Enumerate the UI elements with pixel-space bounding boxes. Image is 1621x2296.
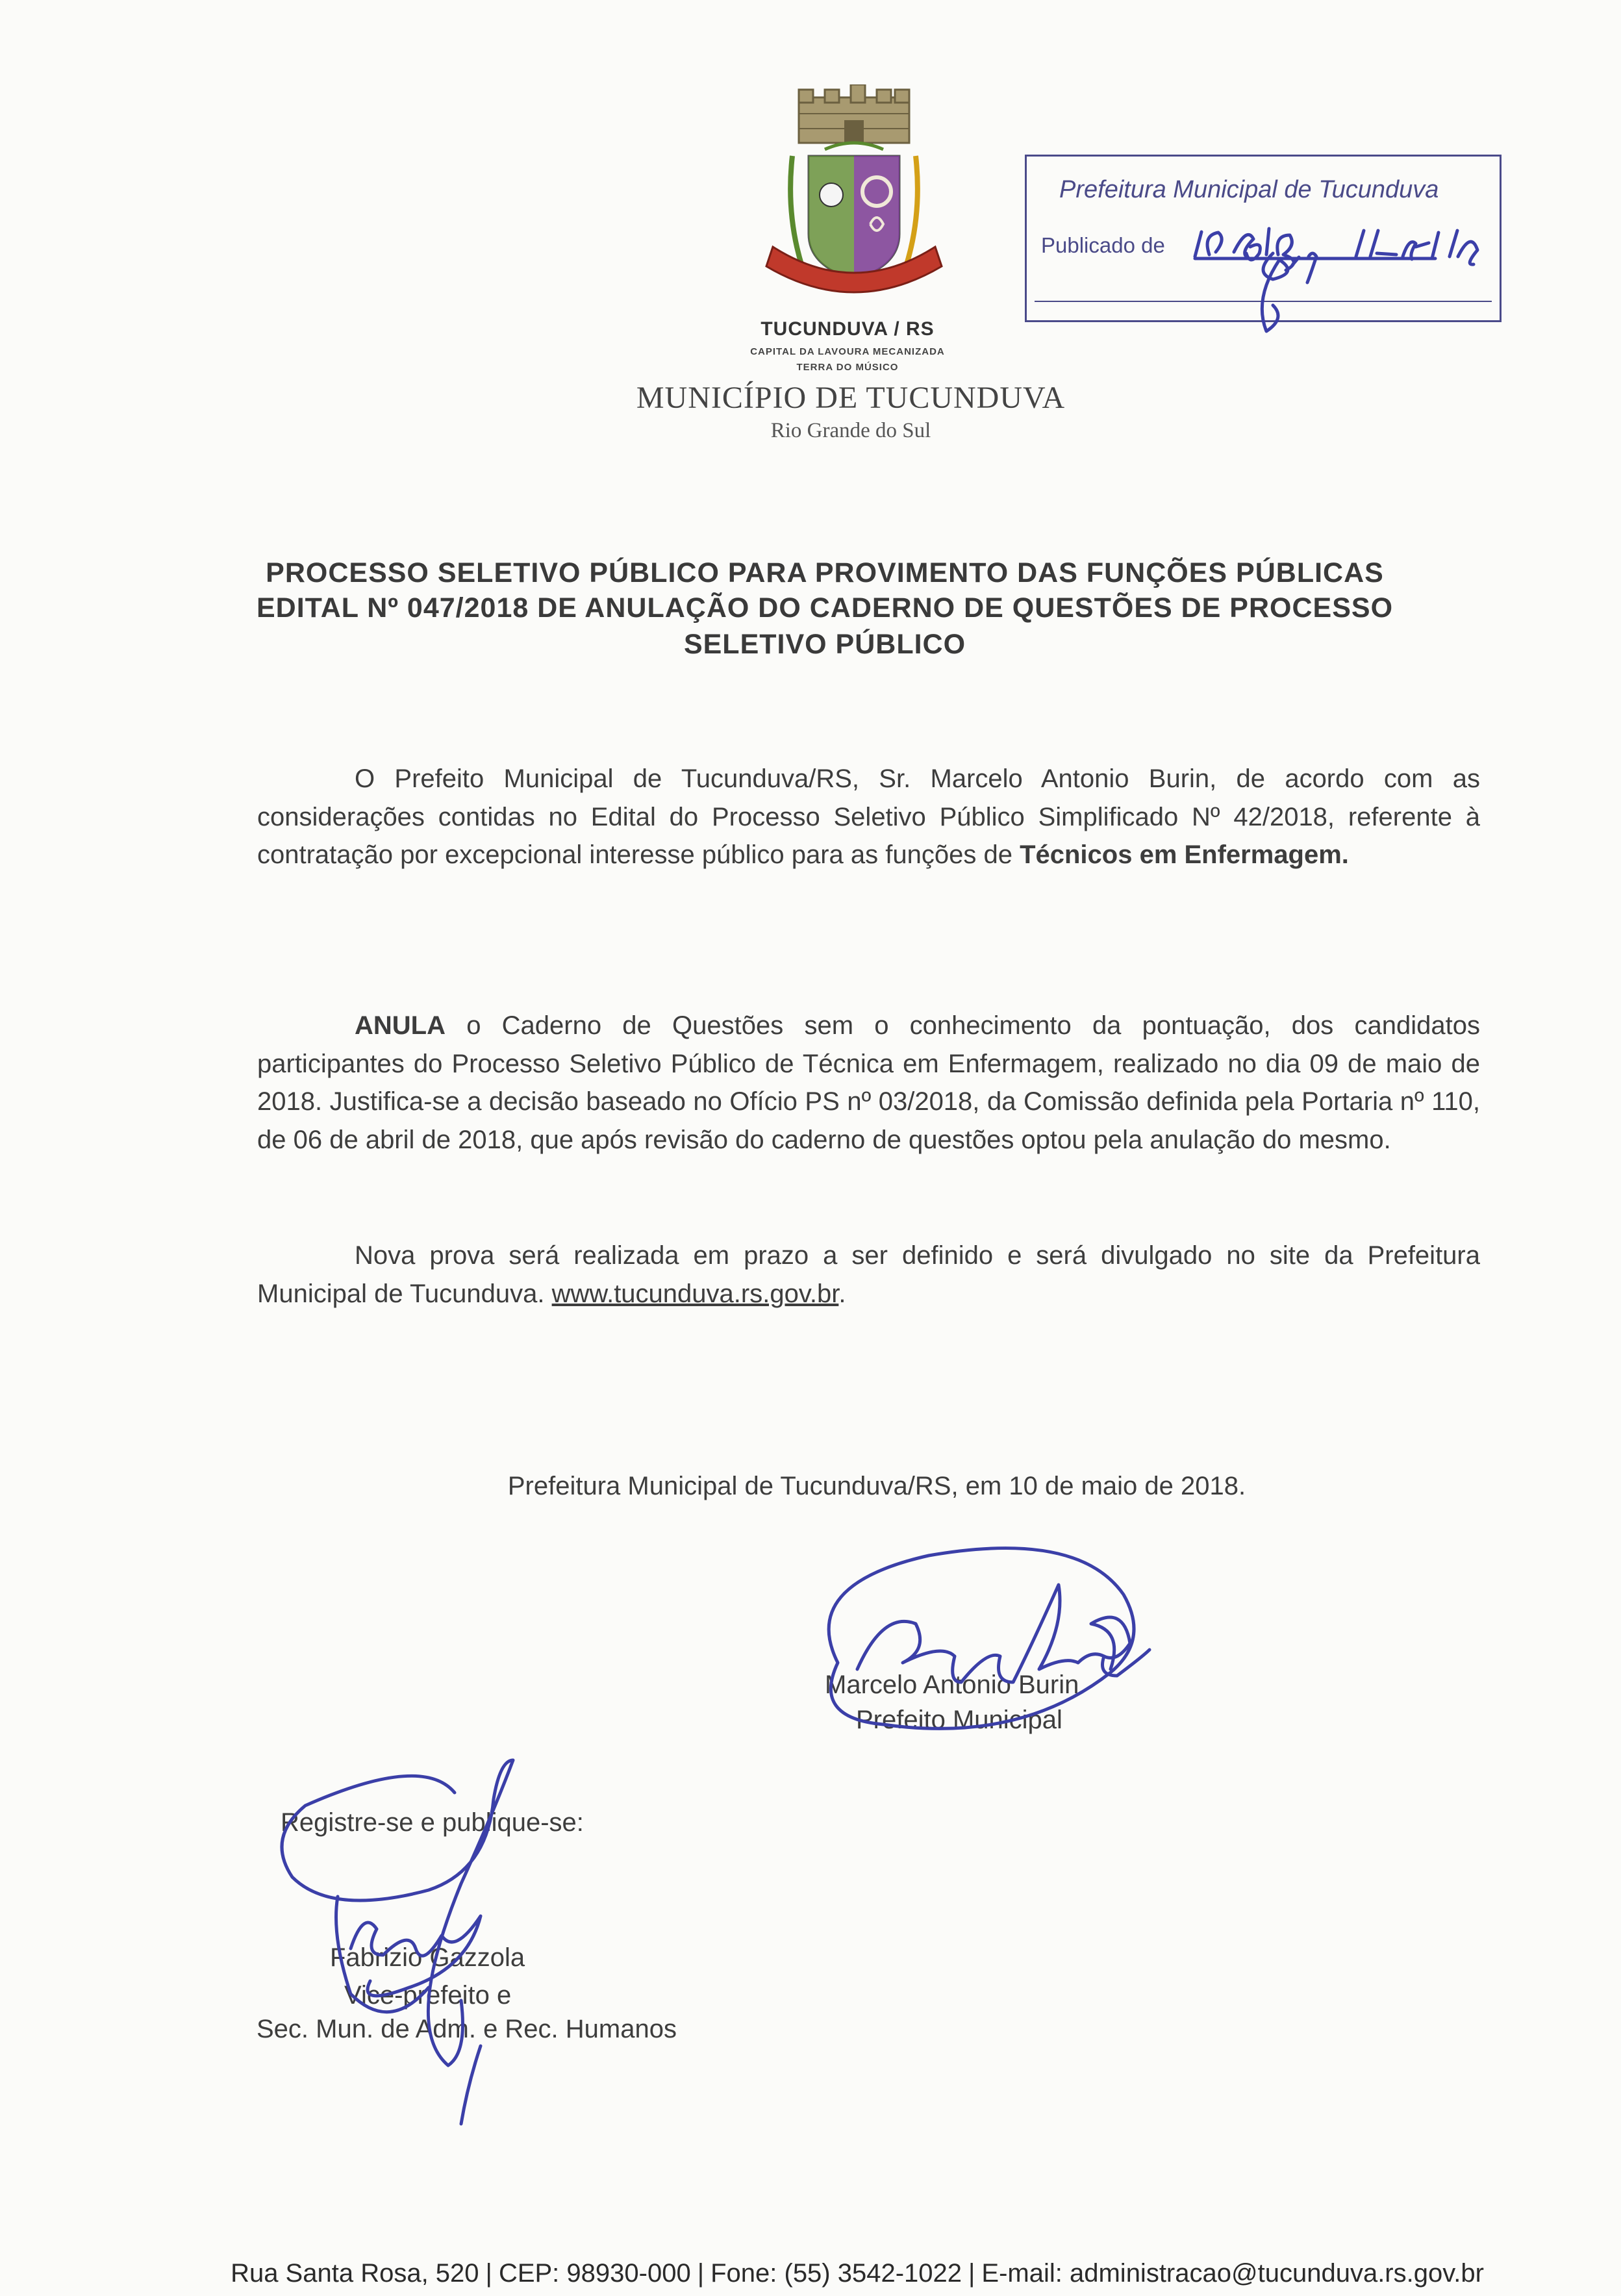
- website-link[interactable]: www.tucunduva.rs.gov.br: [551, 1279, 839, 1308]
- preamble-role: Técnicos em Enfermagem.: [1020, 840, 1349, 869]
- mayor-name: Marcelo Antonio Burin: [825, 1671, 1079, 1699]
- crest-city-line: TUCUNDUVA / RS: [760, 318, 935, 340]
- vice-mayor-department: Sec. Mun. de Adm. e Rec. Humanos: [257, 2015, 677, 2043]
- document-title-line-3: SELETIVO PÚBLICO: [683, 629, 966, 660]
- preamble-text: O Prefeito Municipal de Tucunduva/RS, Sr. Marcelo Antonio Burin, de acordo com as considerações contidas no Edital do Processo Seletivo Público Simplificado Nº 42/2018, referente à contratação por excepcional interesse público para as funções de: [257, 764, 1480, 869]
- footer-phone: Fone: (55) 3542-1022: [710, 2259, 962, 2288]
- crest-motto-1: CAPITAL DA LAVOURA MECANIZADA: [750, 346, 945, 357]
- paragraph-preamble: [257, 760, 1480, 874]
- document-title-line-1: PROCESSO SELETIVO PÚBLICO PARA PROVIMENTO DAS FUNÇÕES PÚBLICAS: [266, 557, 1384, 588]
- paragraph-new-exam: [257, 1237, 1480, 1313]
- footer-separator: |: [968, 2259, 975, 2288]
- annul-keyword: ANULA: [355, 1011, 446, 1040]
- footer-cep: CEP: 98930-000: [498, 2259, 691, 2288]
- publication-stamp: [1025, 155, 1502, 322]
- footer-contact: [195, 2259, 1520, 2288]
- stamp-published-text: Publicado de: [1041, 233, 1165, 257]
- dateline: Prefeitura Municipal de Tucunduva/RS, em 10 de maio de 2018.: [507, 1472, 1246, 1500]
- document-title-line-2: EDITAL Nº 047/2018 DE ANULAÇÃO DO CADERNO DE QUESTÕES DE PROCESSO: [256, 592, 1394, 624]
- coat-of-arms-icon: [747, 84, 961, 318]
- municipality-name: MUNICÍPIO DE TUCUNDUVA: [636, 381, 1066, 415]
- mayor-signature-ink: [829, 1548, 1150, 1729]
- mayor-role: Prefeito Municipal: [856, 1706, 1062, 1734]
- register-publish-line: Registre-se e publique-se:: [281, 1808, 584, 1837]
- annulment-text: o Caderno de Questões sem o conhecimento da pontuação, dos candidatos participantes do Processo Seletivo Público de Técnica em Enfermagem, realizado no dia 09 de maio de 2018. Justifica-se a decisão baseado no Ofício PS nº 03/2018, da Comissão definida pela Portaria nº 110, de 06 de abril de 2018, que após revisão do caderno de questões optou pela anulação do mesmo.: [257, 1011, 1480, 1154]
- vice-mayor-role: Vice-prefeito e: [344, 1981, 512, 2010]
- new-exam-end: .: [838, 1279, 846, 1308]
- vice-mayor-name: Fabrizio Gazzola: [330, 1943, 525, 1972]
- new-exam-text: Nova prova será realizada em prazo a ser definido e será divulgado no site da Prefeitura Municipal de Tucunduva.: [257, 1241, 1480, 1308]
- state-name: Rio Grande do Sul: [770, 419, 931, 442]
- crest-motto-2: TERRA DO MÚSICO: [796, 362, 899, 373]
- stamp-published-label: [1041, 233, 1165, 258]
- footer-separator: |: [697, 2259, 705, 2288]
- stamp-title: Prefeitura Municipal de Tucunduva: [1059, 176, 1439, 203]
- paragraph-annulment: [257, 1007, 1480, 1159]
- footer-email[interactable]: E-mail: administracao@tucunduva.rs.gov.br: [981, 2259, 1484, 2288]
- stamp-divider: [1035, 301, 1492, 302]
- footer-separator: |: [485, 2259, 492, 2288]
- footer-address: Rua Santa Rosa, 520: [231, 2259, 479, 2288]
